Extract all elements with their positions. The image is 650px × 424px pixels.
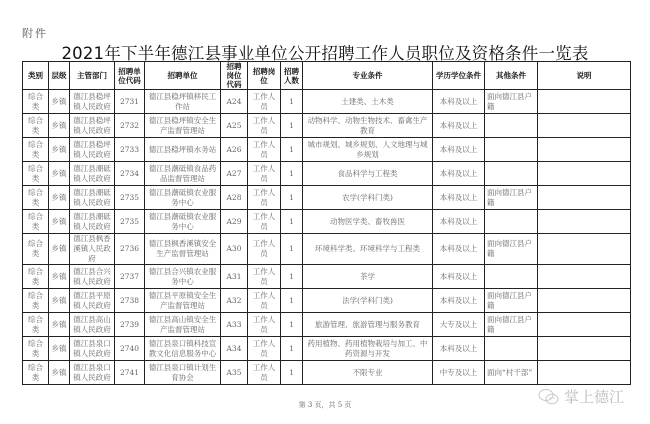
cell-position-code: A26 [221, 138, 248, 162]
table-row [23, 313, 631, 337]
cell-level: 乡镇 [49, 265, 70, 289]
cell-position: 工作人员 [248, 313, 281, 337]
header-position: 招聘岗位 [248, 62, 281, 90]
cell-count: 1 [281, 265, 303, 289]
cell-major: 动物科学、动物生物技术、畜禽生产教育 [303, 114, 433, 138]
table-row [23, 337, 631, 361]
cell-position-code: A28 [221, 186, 248, 210]
cell-position: 工作人员 [248, 162, 281, 186]
cell-education: 本科及以上 [433, 114, 485, 138]
cell-position-code: A35 [221, 361, 248, 385]
cell-level: 乡镇 [49, 186, 70, 210]
cell-other [485, 265, 538, 289]
cell-level: 乡镇 [49, 313, 70, 337]
watermark [538, 386, 624, 407]
cell-category: 综合类 [23, 210, 49, 234]
cell-unit: 德江县泉口镇科技宣教文化信息服务中心 [145, 337, 221, 361]
cell-category: 综合类 [23, 265, 49, 289]
cell-category: 综合类 [23, 90, 49, 114]
cell-level: 乡镇 [49, 361, 70, 385]
document-title: 2021年下半年德江县事业单位公开招聘工作人员职位及资格条件一览表 [61, 44, 589, 63]
cell-unit-code: 2741 [115, 361, 145, 385]
cell-major: 食品科学与工程类 [303, 162, 433, 186]
cell-unit: 德江县潮砥镇农业服务中心 [145, 186, 221, 210]
header-education: 学历学位条件 [433, 62, 485, 90]
cell-category: 综合类 [23, 289, 49, 313]
cell-other: 面向德江县户籍 [485, 234, 538, 265]
cell-unit: 德江县稳坪镇移民工作站 [145, 90, 221, 114]
cell-category: 综合类 [23, 186, 49, 210]
cell-major: 旅游管理、旅游管理与服务教育 [303, 313, 433, 337]
cell-notes [538, 234, 631, 265]
cell-position: 工作人员 [248, 114, 281, 138]
cell-category: 综合类 [23, 114, 49, 138]
cell-major: 茶学 [303, 265, 433, 289]
table-row [23, 361, 631, 385]
cell-unit-code: 2732 [115, 114, 145, 138]
header-level: 层级 [49, 62, 70, 90]
cell-department: 德江县泉口镇人民政府 [70, 361, 115, 385]
cell-count: 1 [281, 186, 303, 210]
cell-position-code: A27 [221, 162, 248, 186]
cell-position-code: A33 [221, 313, 248, 337]
cell-category: 综合类 [23, 234, 49, 265]
cell-category: 综合类 [23, 162, 49, 186]
cell-department: 德江县稳坪镇人民政府 [70, 114, 115, 138]
cell-level: 乡镇 [49, 162, 70, 186]
cell-category: 综合类 [23, 361, 49, 385]
cell-count: 1 [281, 337, 303, 361]
cell-department: 德江县潮砥镇人民政府 [70, 162, 115, 186]
cell-department: 德江县稳坪镇人民政府 [70, 138, 115, 162]
wechat-icon [538, 388, 560, 406]
cell-position: 工作人员 [248, 138, 281, 162]
header-other: 其他条件 [485, 62, 538, 90]
cell-education: 中专及以上 [433, 361, 485, 385]
cell-education: 本科及以上 [433, 337, 485, 361]
cell-other [485, 114, 538, 138]
cell-other: 面向德江县户籍 [485, 313, 538, 337]
cell-major: 城市规划、城乡规划、人文地理与城乡规划 [303, 138, 433, 162]
cell-position-code: A25 [221, 114, 248, 138]
cell-notes [538, 361, 631, 385]
cell-position: 工作人员 [248, 289, 281, 313]
header-major: 专业条件 [303, 62, 433, 90]
cell-other: 面向德江县户籍 [485, 90, 538, 114]
cell-education: 本科及以上 [433, 90, 485, 114]
cell-position-code: A31 [221, 265, 248, 289]
cell-education: 本科及以上 [433, 138, 485, 162]
table-row [23, 289, 631, 313]
cell-unit: 德江县平原镇安全生产监督管理站 [145, 289, 221, 313]
watermark-text: 掌上德江 [564, 388, 625, 406]
cell-position: 工作人员 [248, 90, 281, 114]
cell-count: 1 [281, 138, 303, 162]
cell-department: 德江县泉口镇人民政府 [70, 337, 115, 361]
cell-level: 乡镇 [49, 90, 70, 114]
cell-unit: 德江县稳坪镇安全生产监督管理站 [145, 114, 221, 138]
cell-unit-code: 2738 [115, 289, 145, 313]
cell-major: 环境科学类、环境科学与工程类 [303, 234, 433, 265]
cell-level: 乡镇 [49, 138, 70, 162]
header-category: 类别 [23, 62, 49, 90]
cell-department: 德江县稳坪镇人民政府 [70, 90, 115, 114]
header-notes: 说明 [538, 62, 631, 90]
table-row [23, 114, 631, 138]
cell-education: 本科及以上 [433, 162, 485, 186]
cell-level: 乡镇 [49, 210, 70, 234]
cell-major: 药用植物、药用植物栽培与加工、中药资源与开发 [303, 337, 433, 361]
cell-level: 乡镇 [49, 289, 70, 313]
positions-table [22, 61, 631, 385]
cell-notes [538, 90, 631, 114]
cell-position-code: A30 [221, 234, 248, 265]
cell-category: 综合类 [23, 337, 49, 361]
cell-education: 本科及以上 [433, 234, 485, 265]
cell-position: 工作人员 [248, 265, 281, 289]
header-unit: 招聘单位 [145, 62, 221, 90]
cell-position: 工作人员 [248, 337, 281, 361]
cell-major: 动物医学类、畜牧兽医 [303, 210, 433, 234]
cell-education: 本科及以上 [433, 289, 485, 313]
cell-count: 1 [281, 90, 303, 114]
cell-notes [538, 138, 631, 162]
cell-notes [538, 210, 631, 234]
cell-level: 乡镇 [49, 337, 70, 361]
cell-notes [538, 289, 631, 313]
cell-count: 1 [281, 313, 303, 337]
cell-unit-code: 2735 [115, 186, 145, 210]
cell-major: 土建类、土木类 [303, 90, 433, 114]
table-row [23, 138, 631, 162]
cell-count: 1 [281, 114, 303, 138]
table-row [23, 162, 631, 186]
cell-count: 1 [281, 361, 303, 385]
cell-notes [538, 337, 631, 361]
cell-unit-code: 2733 [115, 138, 145, 162]
cell-department: 德江县合兴镇人民政府 [70, 265, 115, 289]
header-unit-code: 招聘单位代码 [115, 62, 145, 90]
header-count: 招聘人数 [281, 62, 303, 90]
cell-unit-code: 2737 [115, 265, 145, 289]
cell-count: 1 [281, 289, 303, 313]
cell-notes [538, 265, 631, 289]
table-row [23, 186, 631, 210]
cell-other: 面向德江县户籍 [485, 186, 538, 210]
cell-department: 德江县潮砥镇人民政府 [70, 210, 115, 234]
cell-category: 综合类 [23, 138, 49, 162]
cell-position-code: A34 [221, 337, 248, 361]
cell-education: 本科及以上 [433, 210, 485, 234]
cell-major: 农学(学科门类) [303, 186, 433, 210]
cell-education: 本科及以上 [433, 265, 485, 289]
cell-unit: 德江县潮砥镇食品药品监督管理站 [145, 162, 221, 186]
cell-unit: 德江县泉口镇计划生育协会 [145, 361, 221, 385]
cell-level: 乡镇 [49, 114, 70, 138]
cell-other: 面向德江县户籍 [485, 289, 538, 313]
cell-position-code: A32 [221, 289, 248, 313]
table-row [23, 90, 631, 114]
cell-position: 工作人员 [248, 186, 281, 210]
page-footer: 第 3 页，共 5 页 [298, 401, 352, 409]
cell-notes [538, 186, 631, 210]
attachment-label: 附件 [22, 27, 48, 40]
cell-unit-code: 2734 [115, 162, 145, 186]
cell-notes [538, 114, 631, 138]
cell-position: 工作人员 [248, 361, 281, 385]
cell-other [485, 162, 538, 186]
cell-unit-code: 2735 [115, 210, 145, 234]
cell-unit-code: 2736 [115, 234, 145, 265]
cell-other [485, 138, 538, 162]
header-department: 主管部门 [70, 62, 115, 90]
cell-position: 工作人员 [248, 210, 281, 234]
cell-count: 1 [281, 210, 303, 234]
cell-department: 德江县高山镇人民政府 [70, 313, 115, 337]
cell-count: 1 [281, 234, 303, 265]
cell-unit-code: 2731 [115, 90, 145, 114]
table-row [23, 234, 631, 265]
cell-major: 不限专业 [303, 361, 433, 385]
cell-other [485, 337, 538, 361]
cell-level: 乡镇 [49, 234, 70, 265]
cell-unit: 德江县高山镇安全生产监督管理站 [145, 313, 221, 337]
cell-unit: 德江县枫香溪镇安全生产监督管理站 [145, 234, 221, 265]
cell-unit-code: 2739 [115, 313, 145, 337]
cell-education: 大专及以上 [433, 313, 485, 337]
cell-unit: 德江县合兴镇农业服务中心 [145, 265, 221, 289]
table-row [23, 210, 631, 234]
cell-other [485, 210, 538, 234]
cell-unit: 德江县稳坪镇水务站 [145, 138, 221, 162]
cell-department: 德江县枫香溪镇人民政府 [70, 234, 115, 265]
cell-notes [538, 313, 631, 337]
cell-position-code: A29 [221, 210, 248, 234]
cell-major: 法学(学科门类) [303, 289, 433, 313]
cell-unit: 德江县潮砥镇农业服务中心 [145, 210, 221, 234]
cell-count: 1 [281, 162, 303, 186]
table-row [23, 265, 631, 289]
cell-department: 德江县平原镇人民政府 [70, 289, 115, 313]
cell-category: 综合类 [23, 313, 49, 337]
cell-position-code: A24 [221, 90, 248, 114]
cell-other: 面向“村干部” [485, 361, 538, 385]
cell-unit-code: 2740 [115, 337, 145, 361]
cell-notes [538, 162, 631, 186]
table-header-row [23, 62, 631, 90]
cell-position: 工作人员 [248, 234, 281, 265]
header-position-code: 招聘岗位代码 [221, 62, 248, 90]
cell-education: 本科及以上 [433, 186, 485, 210]
cell-department: 德江县潮砥镇人民政府 [70, 186, 115, 210]
